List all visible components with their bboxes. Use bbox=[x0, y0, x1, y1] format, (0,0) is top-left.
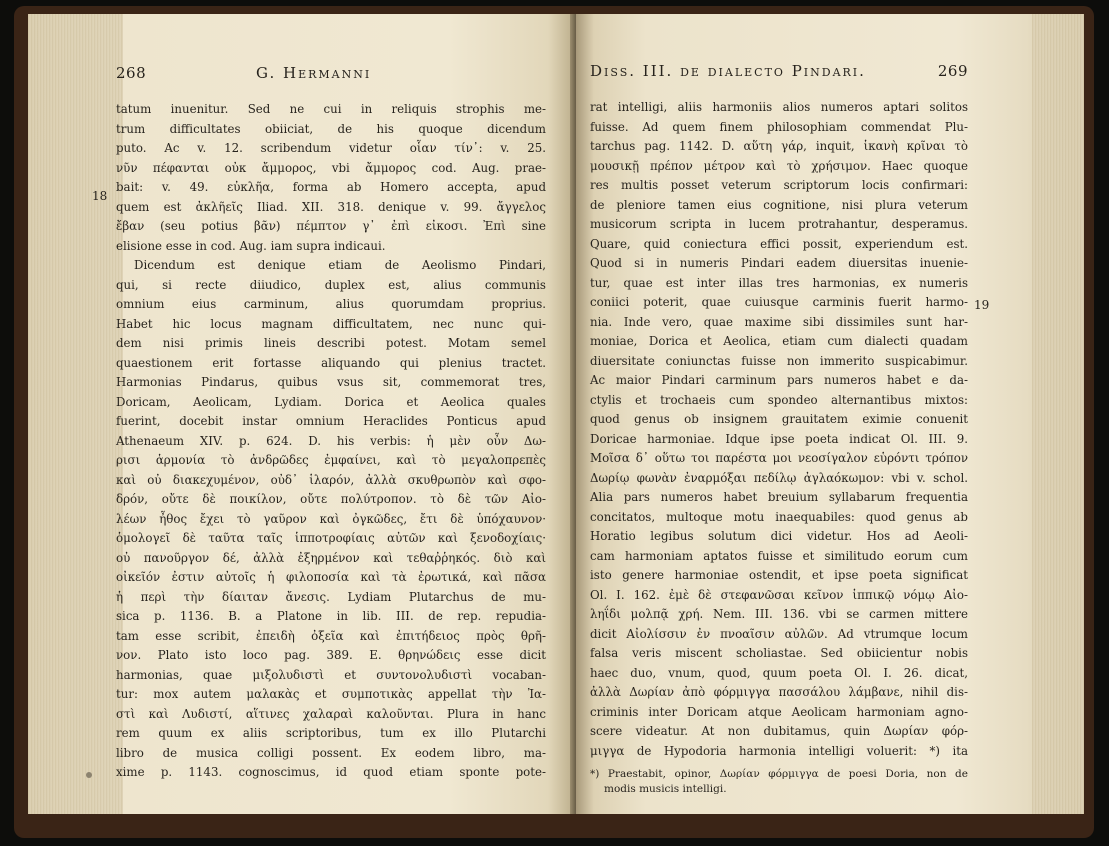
right-page-number: 269 bbox=[937, 62, 968, 80]
text-line: δρόν, οὔτε δὲ ποικίλον, οὔτε πολύτροπον. τὸ δὲ τῶν Αἰο- bbox=[116, 492, 546, 506]
text-line: καὶ οὐ διακεχυμένον, οὐδ᾽ ἱλαρόν, ἀλλὰ σκυθρωπὸν καὶ σφο- bbox=[116, 472, 546, 487]
text-line: moniae, Dorica et Aeolica, etiam cum dialecti quadam bbox=[590, 334, 968, 348]
text-line: haec duo, vnum, quod, quum poeta Ol. I. 26. dicat, bbox=[590, 665, 968, 680]
text-line: ὁμολογεῖ δὲ ταῦτα ταῖς ἱπποτροφίαις αὐτῶν καὶ ξενοδοχίαις· bbox=[116, 531, 546, 545]
text-line: tur, quae est inter illas tres harmonias, ex numeris bbox=[590, 275, 968, 290]
text-line: res multis posset veterum scriptorum locis confirmari: bbox=[590, 178, 968, 192]
text-line: νον. Plato isto loco pag. 389. E. θρηνώδεις esse dicit bbox=[116, 648, 546, 662]
right-page bbox=[576, 14, 1084, 814]
text-line: rat intelligi, aliis harmoniis alios numeros aptari solitos bbox=[590, 100, 968, 114]
text-line: οὐ πανοῦργον δέ, ἀλλὰ ἐξηρμένον καὶ τεθαῤῥηκός. διὸ καὶ bbox=[116, 550, 546, 565]
text-line: μιγγα de Hypodoria harmonia intelligi voluerit: *) ita bbox=[590, 743, 968, 758]
text-line: criminis inter Doricam atque Aeolicam harmoniam agno- bbox=[590, 704, 968, 719]
footnote bbox=[590, 767, 968, 797]
text-line: ρισι ἁρμονία τὸ ἀνδρῶδες ἐμφαίνει, καὶ τὸ μεγαλοπρεπὲς bbox=[116, 453, 546, 467]
left-margin-number: 18 bbox=[92, 189, 108, 203]
text-line: fuerint, docebit instar omnium Heraclides Ponticus apud bbox=[116, 414, 546, 428]
text-line: dem nisi primis lineis describi potest. Motam semel bbox=[116, 336, 546, 350]
text-line: νῦν πέφανται οὐκ ἄμμορος, vbi ἄμμορος cod. Aug. prae- bbox=[116, 160, 546, 175]
right-running-head bbox=[590, 62, 968, 84]
text-line: qui, si recte diiudico, duplex est, alius communis bbox=[116, 277, 546, 292]
text-line: Doricam, Aeolicam, Lydiam. Dorica et Aeolica quales bbox=[116, 394, 546, 409]
left-text-block bbox=[116, 64, 546, 783]
text-line: ἔβαν (seu potius βᾶν) πέμπτον γ᾽ ἐπὶ εἰκοσι. Ἐπὶ sine bbox=[116, 219, 546, 233]
text-line: οἰκεῖόν ἐστιν αὐτοῖς ἡ φιλοποσία καὶ τὰ ἐρωτικά, καὶ πᾶσα bbox=[116, 570, 546, 584]
text-line: sica p. 1136. B. a Platone in lib. III. de rep. repudia- bbox=[116, 609, 546, 623]
text-line: Ol. I. 162. ἐμὲ δὲ στεφανῶσαι κεῖνον ἱππικῷ νόμῳ Αἰο- bbox=[590, 587, 968, 602]
text-line: diuersitate coniunctas fuisse non immerito suspicabimur. bbox=[590, 353, 968, 368]
text-line: quod genus ob insignem grauitatem eximie conuenit bbox=[590, 412, 968, 426]
text-line: quaestionem erit fortasse aliquando qui plenius tractet. bbox=[116, 355, 546, 370]
text-line: Ac maior Pindari carminum pars numeros habet e da- bbox=[590, 373, 968, 387]
text-line: falsa veris miscent scholiastae. Sed obiicientur nobis bbox=[590, 646, 968, 660]
text-line: ἀλλὰ Δωρίαν ἀπὸ φόρμιγγα πασσάλου λάμβανε, nihil dis- bbox=[590, 685, 968, 699]
text-line: Alia pars numeros habet breuium syllabarum frequentia bbox=[590, 490, 968, 504]
footnote-line: *) Praestabit, opinor, Δωρίαν φόρμιγγα de poesi Doria, non de bbox=[590, 768, 968, 780]
text-line: bait: v. 49. εὐκλῆα, forma ab Homero accepta, apud bbox=[116, 180, 546, 194]
text-line: quem est ἀκλῆεῖς Iliad. XII. 318. denique v. 99. ἄγγελος bbox=[116, 199, 546, 214]
text-line: trum difficultates obiiciat, de his quoque dicendum bbox=[116, 121, 546, 136]
left-page bbox=[28, 14, 576, 814]
left-body-text bbox=[116, 100, 546, 783]
right-body-text bbox=[590, 98, 968, 761]
text-line: libro de musica colligi possent. Ex eodem libro, ma- bbox=[116, 745, 546, 760]
text-line: puto. Ac v. 12. scribendum videtur οἷαν τίν᾽: v. 25. bbox=[116, 141, 546, 155]
right-margin-number: 19 bbox=[974, 298, 990, 312]
text-line: Quare, quid coniectura effici possit, experiendum est. bbox=[590, 236, 968, 251]
text-line: Δωρίῳ φωνὰν ἐναρμόξαι πεδίλῳ ἀγλαόκωμον: vbi v. schol. bbox=[590, 470, 968, 485]
text-line: scere videatur. At non dubitamus, quin Δωρίαν φόρ- bbox=[590, 724, 968, 738]
text-line: dicit Αἰολίσσιν ἐν πνοαῖσιν αὐλῶν. Ad vtrumque locum bbox=[590, 626, 968, 641]
text-line: nia. Inde vero, quae maxime sibi dissimiles sunt har- bbox=[590, 314, 968, 329]
text-line: Harmonias Pindarus, quibus vsus sit, commemorat tres, bbox=[116, 375, 546, 389]
text-line: ἡ περὶ τὴν δίαιταν ἄνεσις. Lydiam Plutarchus de mu- bbox=[116, 589, 546, 604]
text-line: cam harmoniam aptatos fuisse et similitudo eorum cum bbox=[590, 548, 968, 563]
text-line: λέων ἦθος ἔχει τὸ γαῦρον καὶ ὀγκῶδες, ἔτι δὲ ὑπόχαυνον· bbox=[116, 511, 546, 526]
text-line: Μοῖσα δ᾽ οὕτω τοι παρέστα μοι νεοσίγαλον εὑρόντι τρόπον bbox=[590, 451, 968, 465]
text-line: tur: mox autem μαλακὰς et συμποτικὰς appellat τὴν Ἰα- bbox=[116, 687, 546, 701]
right-running-title: Diss. III. de dialecto Pindari. bbox=[590, 62, 866, 80]
page-stain bbox=[86, 772, 92, 778]
text-line: de pleniore tamen eius cognitione, nisi plura veterum bbox=[590, 197, 968, 212]
text-line: fuisse. Ad quem finem philosophiam commendat Plu- bbox=[590, 119, 968, 134]
text-line: tarchus pag. 1142. D. αὕτη γάρ, inquit, ἱκανὴ κρῖναι τὸ bbox=[590, 139, 968, 153]
footnote-line: modis musicis intelligi. bbox=[604, 783, 727, 795]
text-line: isto genere harmoniae ostendit, et ipse poeta significat bbox=[590, 568, 968, 582]
text-line: elisione esse in cod. Aug. iam supra indicaui. bbox=[116, 238, 386, 253]
text-line: harmonias, quae μιξολυδιστὶ et συντονολυδιστὶ vocaban- bbox=[116, 667, 546, 682]
text-line: ληΐδι μολπᾷ χρή. Nem. III. 136. vbi se carmen mittere bbox=[590, 607, 968, 621]
text-line: Dicendum est denique etiam de Aeolismo Pindari, bbox=[134, 258, 546, 272]
left-running-title: G. Hermanni bbox=[256, 64, 372, 82]
text-line: xime p. 1143. cognoscimus, id quod etiam sponte pote- bbox=[116, 765, 546, 779]
text-line: tam esse scribit, ἐπειδὴ ὀξεῖα καὶ ἐπιτήδειος πρὸς θρῆ- bbox=[116, 628, 546, 643]
text-line: rem quum ex aliis scriptoribus, tum ex illo Plutarchi bbox=[116, 726, 546, 740]
text-line: ctylis et trochaeis cum spondeo alternantibus mixtos: bbox=[590, 392, 968, 407]
right-fore-edge bbox=[1032, 14, 1084, 814]
left-page-number: 268 bbox=[116, 64, 147, 82]
text-line: concitatos, multoque motu inaequabiles: quod genus ab bbox=[590, 509, 968, 524]
left-fore-edge bbox=[28, 14, 123, 814]
text-line: Habet hic locus magnam difficultatem, nec nunc qui- bbox=[116, 316, 546, 331]
text-line: Horatio legibus solutum dici videtur. Hos ad Aeoli- bbox=[590, 529, 968, 543]
text-line: Quod si in numeris Pindari eadem diuersitas inuenie- bbox=[590, 256, 968, 270]
text-line: coniici poterit, quae cuiusque carminis fuerit harmo- bbox=[590, 295, 968, 309]
left-running-head bbox=[116, 64, 546, 86]
text-line: Doricae harmoniae. Idque ipse poeta indicat Ol. III. 9. bbox=[590, 431, 968, 446]
text-line: musicorum scripta in lucem protrahantur, desperamus. bbox=[590, 217, 968, 231]
text-line: μουσικῇ πρέπον μέτρον καὶ τὸ χρήσιμον. Haec quoque bbox=[590, 158, 968, 173]
text-line: Athenaeum XIV. p. 624. D. his verbis: ἡ μὲν οὖν Δω- bbox=[116, 433, 546, 448]
right-text-block bbox=[590, 62, 968, 797]
text-line: στὶ καὶ Λυδιστί, αἵτινες χαλαραὶ καλοῦνται. Plura in hanc bbox=[116, 706, 546, 721]
text-line: omnium eius carminum, alius quorumdam proprius. bbox=[116, 297, 546, 311]
text-line: tatum inuenitur. Sed ne cui in reliquis strophis me- bbox=[116, 102, 546, 116]
